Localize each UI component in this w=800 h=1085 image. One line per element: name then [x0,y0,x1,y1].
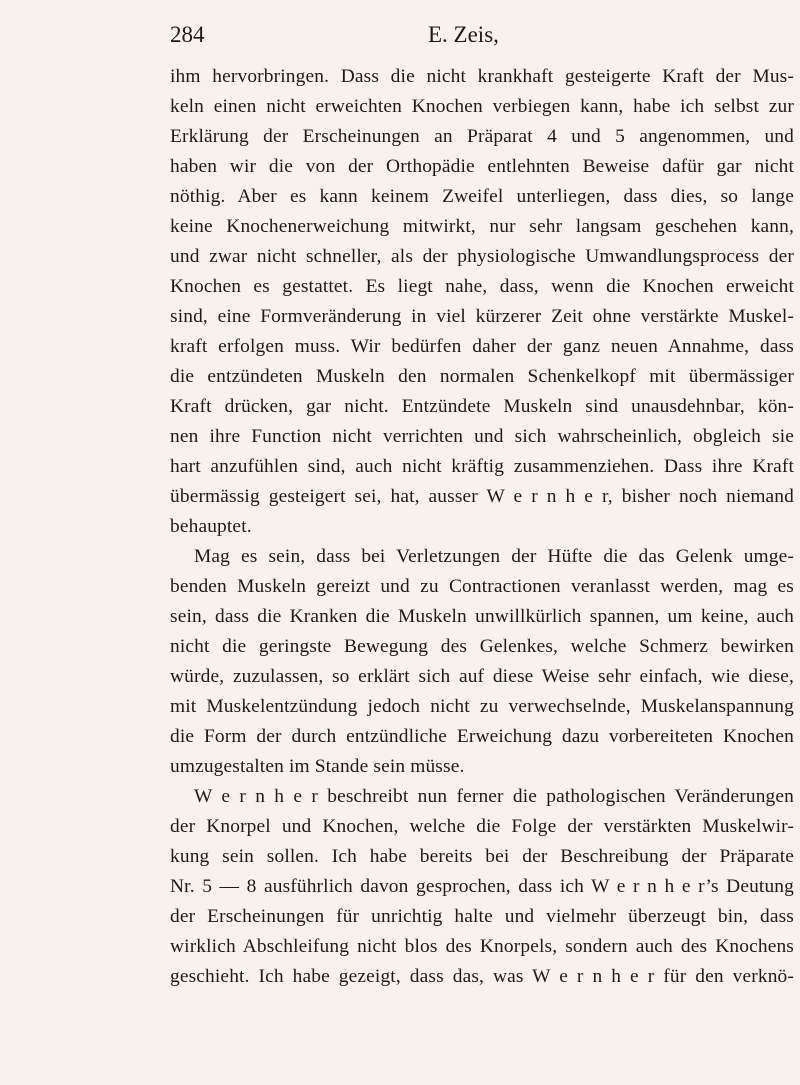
text-line: würde, zuzulassen, so erklärt sich auf diese Weise sehr einfach, wie diese, [170,666,794,687]
text-line: geschieht. Ich habe gezeigt, dass das, was W e r n h e r für den verknö- [170,966,794,987]
text-line: Mag es sein, dass bei Verletzungen der Hüfte die das Gelenk umge- [194,546,794,567]
text-line: der Erscheinungen für unrichtig halte und vielmehr überzeugt bin, dass [170,906,794,927]
text-line: wirklich Abschleifung nicht blos des Knorpels, sondern auch des Knochens [170,936,794,957]
text-line: behauptet. [170,516,252,537]
body-text [170,62,794,992]
text-line: Nr. 5 — 8 ausführlich davon gesprochen, dass ich W e r n h e r’s Deutung [170,876,794,897]
text-line: haben wir die von der Orthopädie entlehnten Beweise dafür gar nicht [170,156,794,177]
text-line: die entzündeten Muskeln den normalen Schenkelkopf mit übermässiger [170,366,794,387]
text-line: Kraft drücken, gar nicht. Entzündete Muskeln sind unausdehnbar, kön- [170,396,794,417]
text-line: sein, dass die Kranken die Muskeln unwillkürlich spannen, um keine, auch [170,606,794,627]
page-number: 284 [170,22,205,47]
text-line: benden Muskeln gereizt und zu Contractionen veranlasst werden, mag es [170,576,794,597]
text-line: mit Muskelentzündung jedoch nicht zu verwechselnde, Muskelanspannung [170,696,794,717]
text-line: kung sein sollen. Ich habe bereits bei der Beschreibung der Präparate [170,846,794,867]
text-line: nen ihre Function nicht verrichten und sich wahrscheinlich, obgleich sie [170,426,794,447]
text-line: W e r n h e r beschreibt nun ferner die pathologischen Veränderungen [194,786,794,807]
text-line: ihm hervorbringen. Dass die nicht krankhaft gesteigerte Kraft der Mus- [170,66,794,87]
text-line: die Form der durch entzündliche Erweichung dazu vorbereiteten Knochen [170,726,794,747]
text-line: sind, eine Formveränderung in viel kürzerer Zeit ohne verstärkte Muskel- [170,306,794,327]
text-line: keln einen nicht erweichten Knochen verbiegen kann, habe ich selbst zur [170,96,794,117]
text-line: Erklärung der Erscheinungen an Präparat 4 und 5 angenommen, und [170,126,794,147]
text-line: keine Knochenerweichung mitwirkt, nur sehr langsam geschehen kann, [170,216,794,237]
page-header [170,22,640,54]
running-title: E. Zeis, [428,22,499,47]
text-line: Knochen es gestattet. Es liegt nahe, dass, wenn die Knochen erweicht [170,276,794,297]
text-line: hart anzufühlen sind, auch nicht kräftig zusammenziehen. Dass ihre Kraft [170,456,794,477]
text-line: nöthig. Aber es kann keinem Zweifel unterliegen, dass dies, so lange [170,186,794,207]
text-line: übermässig gesteigert sei, hat, ausser W e r n h e r, bisher noch niemand [170,486,794,507]
text-line: nicht die geringste Bewegung des Gelenkes, welche Schmerz bewirken [170,636,794,657]
text-line: und zwar nicht schneller, als der physiologische Umwandlungsprocess der [170,246,794,267]
text-line: der Knorpel und Knochen, welche die Folge der verstärkten Muskelwir- [170,816,794,837]
text-line: umzugestalten im Stande sein müsse. [170,756,465,777]
text-line: kraft erfolgen muss. Wir bedürfen daher der ganz neuen Annahme, dass [170,336,794,357]
